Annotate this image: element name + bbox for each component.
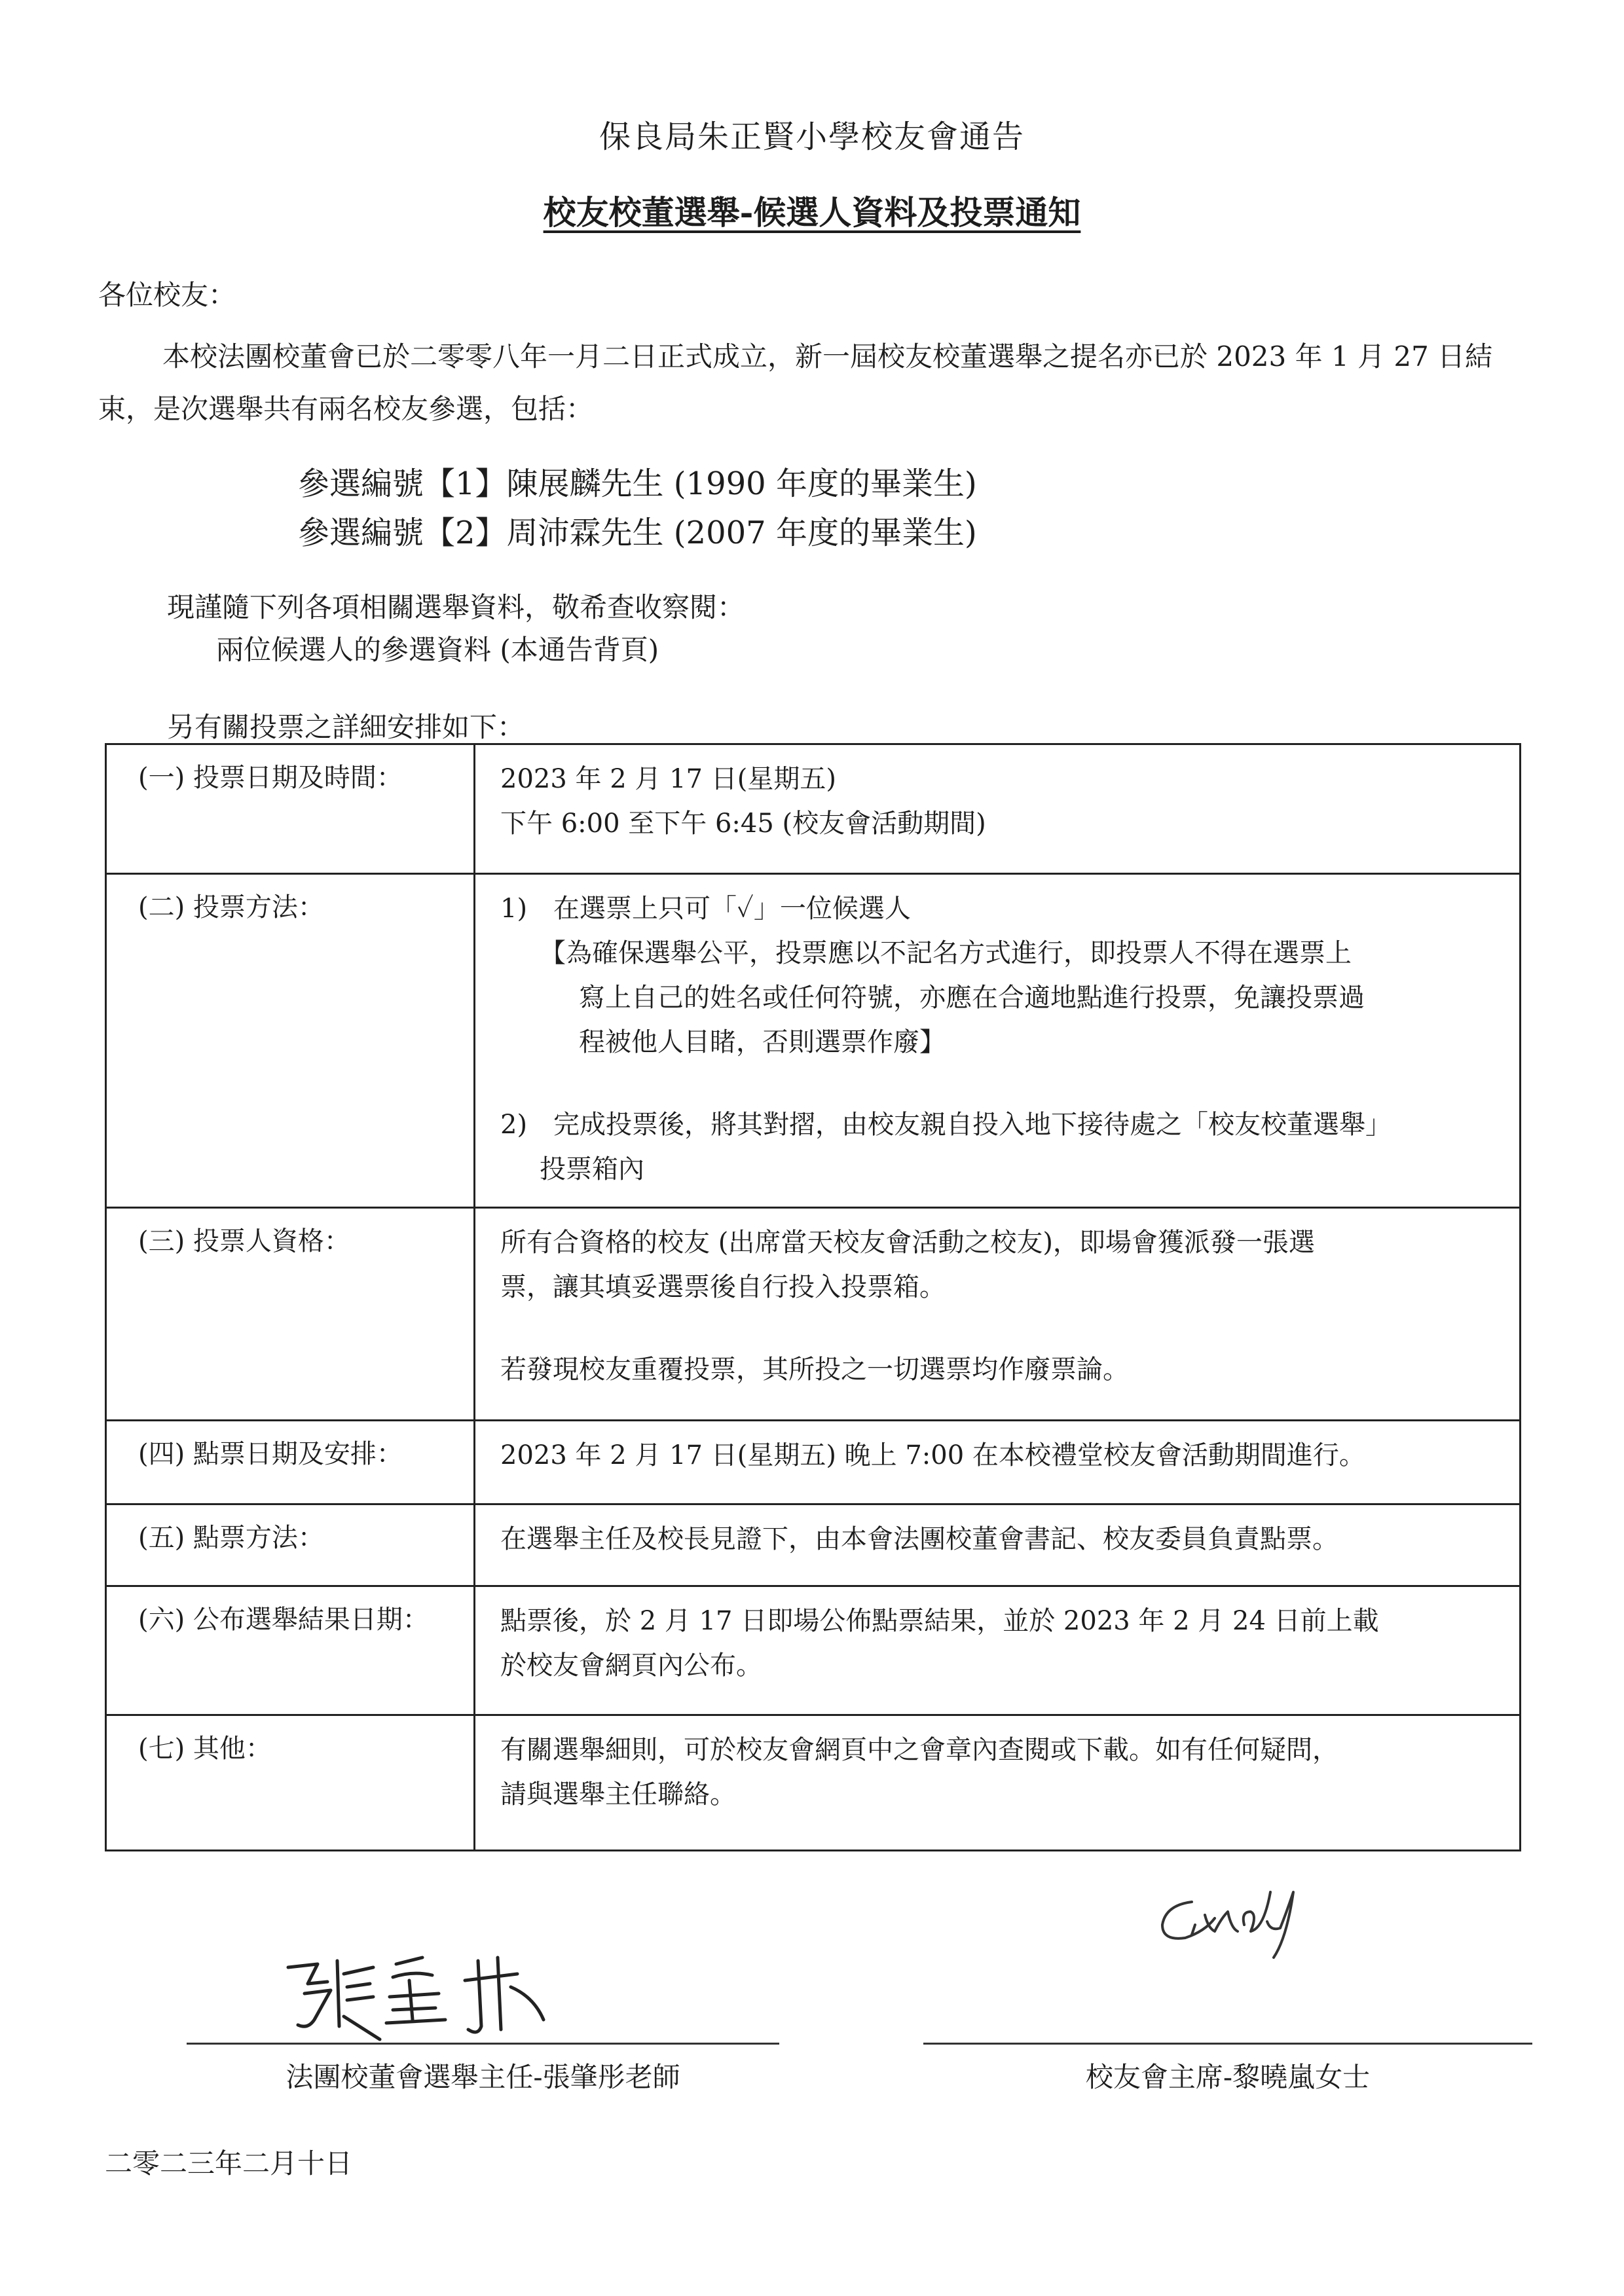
row-content	[475, 744, 1521, 874]
table-row	[106, 1715, 1521, 1851]
row-label: (一) 投票日期及時間：	[106, 744, 475, 874]
cell-line: 寫上自己的姓名或任何符號，亦應在合適地點進行投票，免讓投票過	[579, 983, 1365, 1013]
cell-line: 2023 年 2 月 17 日(星期五) 晚上 7:00 在本校禮堂校友會活動期間進行。	[500, 1440, 1365, 1470]
table-row	[106, 1421, 1521, 1504]
signature-line-left	[187, 2043, 779, 2045]
table-row	[106, 874, 1521, 1208]
signature-line-right	[923, 2043, 1532, 2045]
handwritten-signature-left	[282, 1948, 557, 2046]
notice-title	[0, 187, 1624, 234]
salutation: 各位校友：	[98, 279, 236, 311]
table-row	[106, 744, 1521, 874]
signatory-right-caption: 校友會主席-黎曉嵐女士	[1085, 2061, 1371, 2093]
row-label: (六) 公布選舉結果日期：	[106, 1586, 475, 1715]
organization-title: 保良局朱正賢小學校友會通告	[599, 118, 1025, 155]
row-label: (三) 投票人資格：	[106, 1208, 475, 1421]
issue-date: 二零二三年二月十日	[105, 2147, 353, 2179]
cell-line: 在選舉主任及校長見證下，由本會法團校董會書記、校友委員負責點票。	[500, 1524, 1338, 1554]
table-row	[106, 1504, 1521, 1586]
signatory-left-caption: 法團校董會選舉主任-張肇彤老師	[286, 2061, 680, 2093]
row-content	[475, 1715, 1521, 1851]
row-content	[475, 874, 1521, 1208]
cell-line: 1) 在選票上只可「✓」一位候選人	[500, 894, 911, 924]
spacer	[500, 1065, 1514, 1102]
row-content	[475, 1586, 1521, 1715]
table-row	[106, 1208, 1521, 1421]
documents-item: 兩位候選人的參選資料 (本通告背頁)	[216, 634, 659, 666]
cell-line: 請與選舉主任聯絡。	[500, 1779, 736, 1810]
row-content	[475, 1421, 1521, 1504]
voting-arrangements-table	[105, 743, 1521, 1851]
cell-line: 2) 完成投票後，將其對摺，由校友親自投入地下接待處之「校友校董選舉」	[500, 1110, 1392, 1140]
row-content	[475, 1504, 1521, 1586]
intro-paragraph: 本校法團校董會已於二零零八年一月二日正式成立，新一屆校友校董選舉之提名亦已於 2023 年 1 月 27 日結束，是次選舉共有兩名校友參選，包括：	[98, 340, 1493, 425]
handwritten-signature-right	[1153, 1866, 1303, 1964]
spacer	[500, 1309, 1514, 1347]
candidate-1: 參選編號【1】陳展麟先生 (1990 年度的畢業生)	[298, 465, 977, 502]
cell-line: 2023 年 2 月 17 日(星期五)	[500, 764, 836, 794]
row-content	[475, 1208, 1521, 1421]
cell-line: 投票箱內	[540, 1154, 644, 1184]
table-row	[106, 1586, 1521, 1715]
cell-line: 點票後，於 2 月 17 日即場公佈點票結果，並於 2023 年 2 月 24 日前上載	[500, 1606, 1379, 1636]
cell-line: 於校友會網頁內公布。	[500, 1650, 762, 1681]
row-label: (二) 投票方法：	[106, 874, 475, 1208]
row-label: (七) 其他：	[106, 1715, 475, 1851]
cell-line: 所有合資格的校友 (出席當天校友會活動之校友)，即場會獲派發一張選	[500, 1228, 1315, 1258]
cell-line: 若發現校友重覆投票，其所投之一切選票均作廢票論。	[500, 1355, 1129, 1385]
candidate-2: 參選編號【2】周沛霖先生 (2007 年度的畢業生)	[298, 515, 977, 551]
cell-line: 票，讓其填妥選票後自行投入投票箱。	[500, 1272, 946, 1302]
notice-title-text: 校友校董選舉-候選人資料及投票通知	[543, 193, 1081, 232]
documents-intro: 現謹隨下列各項相關選舉資料，敬希查收察閱：	[167, 591, 745, 623]
voting-intro: 另有關投票之詳細安排如下：	[167, 711, 525, 743]
cell-line: 有關選舉細則，可於校友會網頁中之會章內查閱或下載。如有任何疑問，	[500, 1735, 1338, 1765]
cell-line: 程被他人目睹，否則選票作廢】	[579, 1027, 946, 1057]
cell-line: 下午 6:00 至下午 6:45 (校友會活動期間)	[500, 809, 986, 839]
row-label: (五) 點票方法：	[106, 1504, 475, 1586]
row-label: (四) 點票日期及安排：	[106, 1421, 475, 1504]
cell-line: 【為確保選舉公平，投票應以不記名方式進行，即投票人不得在選票上	[540, 938, 1352, 968]
